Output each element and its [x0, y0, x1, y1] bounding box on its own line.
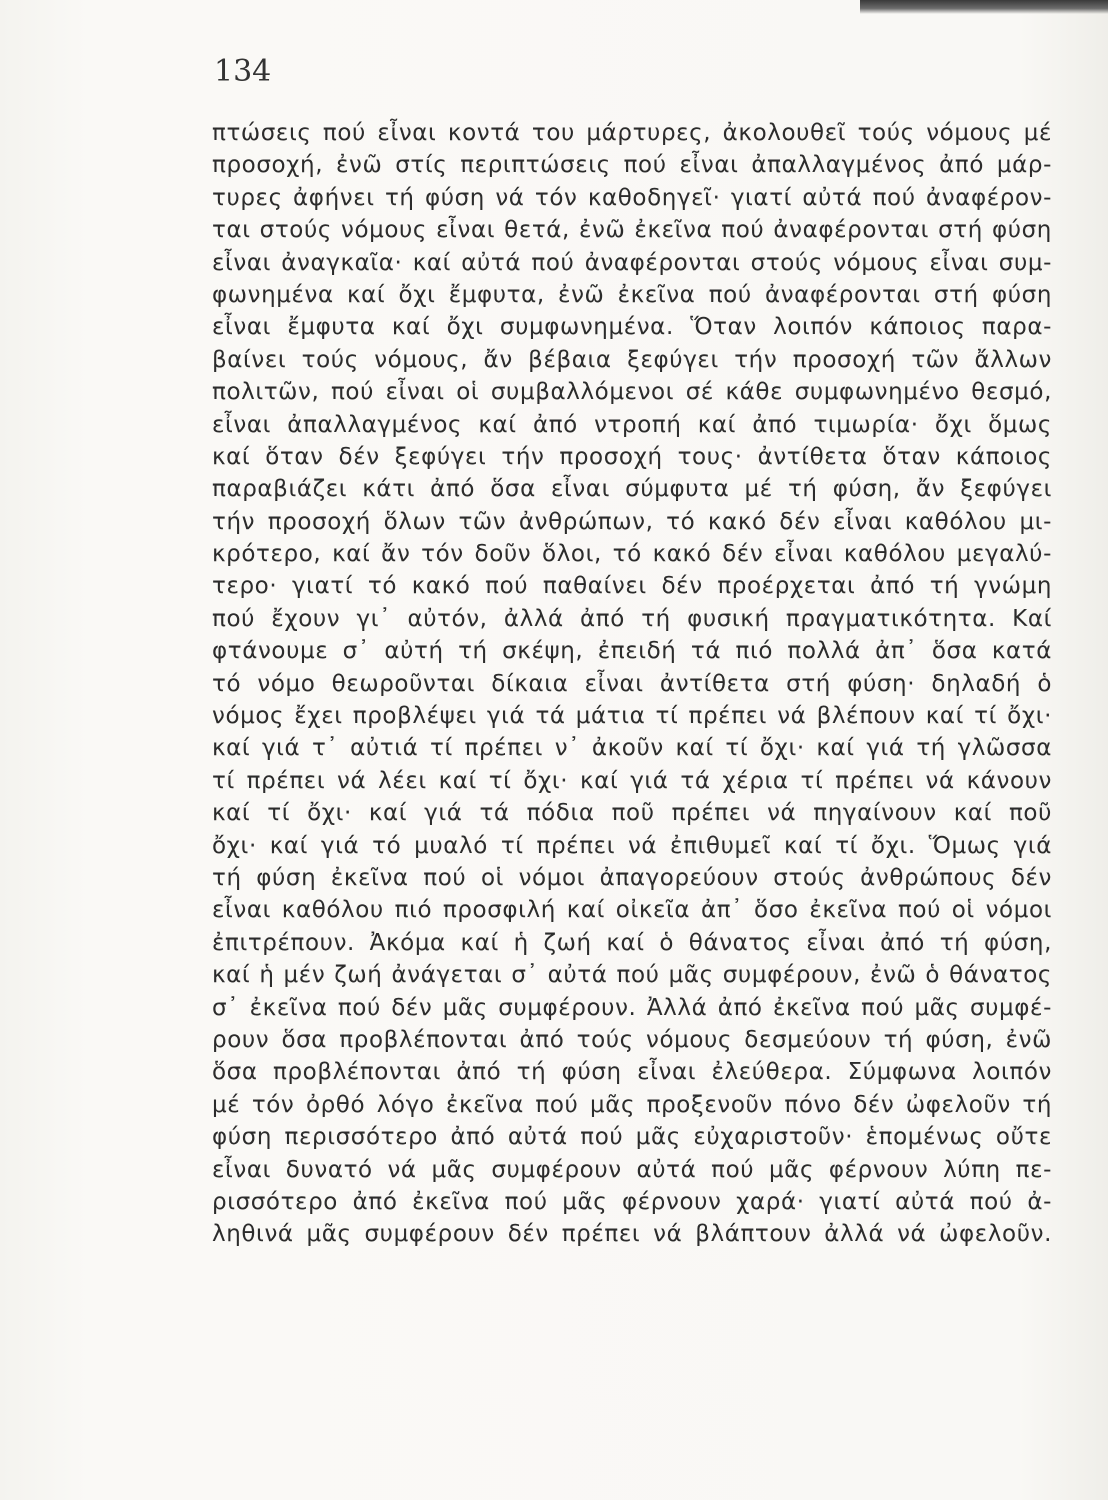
- text-line: παραβιάζει κάτι ἀπό ὅσα εἶναι σύμφυτα μέ τή φύση, ἄν ξεφύγει: [212, 476, 1052, 503]
- text-line: φύση περισσότερο ἀπό αὐτά πού μᾶς εὐχαριστοῦν· ἑπομένως οὔτε: [212, 1124, 1052, 1151]
- text-line: τήν προσοχή ὅλων τῶν ἀνθρώπων, τό κακό δέν εἶναι καθόλου μι-: [212, 508, 1052, 535]
- text-line: βαίνει τούς νόμους, ἄν βέβαια ξεφύγει τήν προσοχή τῶν ἄλλων: [212, 346, 1052, 373]
- text-line: καί ἡ μέν ζωή ἀνάγεται σ᾽ αὐτά πού μᾶς συμφέρουν, ἐνῶ ὁ θάνατος: [212, 962, 1052, 989]
- text-line: ἐπιτρέπουν. Ἀκόμα καί ἡ ζωή καί ὁ θάνατος εἶναι ἀπό τή φύση,: [212, 929, 1052, 956]
- text-line: εἶναι ἀπαλλαγμένος καί ἀπό ντροπή καί ἀπό τιμωρία· ὄχι ὅμως: [212, 411, 1052, 438]
- text-line: ὅσα προβλέπονται ἀπό τή φύση εἶναι ἐλεύθερα. Σύμφωνα λοιπόν: [212, 1059, 1052, 1086]
- text-line: μέ τόν ὀρθό λόγο ἐκεῖνα πού μᾶς προξενοῦν πόνο δέν ὠφελοῦν τή: [212, 1091, 1052, 1118]
- text-line: τυρες ἀφήνει τή φύση νά τόν καθοδηγεῖ· γιατί αὐτά πού ἀναφέρον-: [212, 184, 1052, 211]
- text-line: ρουν ὅσα προβλέπονται ἀπό τούς νόμους δεσμεύουν τή φύση, ἐνῶ: [212, 1026, 1052, 1053]
- text-line: φτάνουμε σ᾽ αὐτή τή σκέψη, ἐπειδή τά πιό πολλά ἀπ᾽ ὅσα κατά: [212, 638, 1052, 665]
- text-line: καί τί ὄχι· καί γιά τά πόδια ποῦ πρέπει νά πηγαίνουν καί ποῦ: [212, 800, 1052, 827]
- text-line: ρισσότερο ἀπό ἐκεῖνα πού μᾶς φέρνουν χαρά· γιατί αὐτά πού ἀ-: [212, 1188, 1052, 1215]
- text-line: φωνημένα καί ὄχι ἔμφυτα, ἐνῶ ἐκεῖνα πού ἀναφέρονται στή φύση: [212, 281, 1052, 308]
- text-line: πτώσεις πού εἶναι κοντά του μάρτυρες, ἀκολουθεῖ τούς νόμους μέ: [212, 120, 1052, 146]
- text-line-last: ληθινά μᾶς συμφέρουν δέν πρέπει νά βλάπτουν ἀλλά νά ὠφελοῦν.: [212, 1221, 1052, 1248]
- text-line: πολιτῶν, πού εἶναι οἱ συμβαλλόμενοι σέ κάθε συμφωνημένο θεσμό,: [212, 379, 1052, 406]
- text-line: τό νόμο θεωροῦνται δίκαια εἶναι ἀντίθετα στή φύση· δηλαδή ὁ: [212, 670, 1052, 697]
- text-line: καί ὅταν δέν ξεφύγει τήν προσοχή τους· ἀντίθετα ὅταν κάποιος: [212, 443, 1052, 470]
- text-line: πού ἔχουν γι᾽ αὐτόν, ἀλλά ἀπό τή φυσική πραγματικότητα. Καί: [212, 605, 1052, 632]
- text-line: εἶναι δυνατό νά μᾶς συμφέρουν αὐτά πού μᾶς φέρνουν λύπη πε-: [212, 1156, 1052, 1183]
- text-line: εἶναι ἀναγκαῖα· καί αὐτά πού ἀναφέρονται στούς νόμους εἶναι συμ-: [212, 249, 1052, 276]
- text-line: ὄχι· καί γιά τό μυαλό τί πρέπει νά ἐπιθυμεῖ καί τί ὄχι. Ὅμως γιά: [212, 832, 1052, 859]
- text-line: εἶναι καθόλου πιό προσφιλή καί οἰκεῖα ἀπ᾽ ὅσο ἐκεῖνα πού οἱ νόμοι: [212, 897, 1052, 924]
- scan-edge-shadow: [860, 0, 1108, 14]
- text-line: νόμος ἔχει προβλέψει γιά τά μάτια τί πρέπει νά βλέπουν καί τί ὄχι·: [212, 703, 1052, 730]
- text-line: τή φύση ἐκεῖνα πού οἱ νόμοι ἀπαγορεύουν στούς ἀνθρώπους δέν: [212, 864, 1052, 891]
- text-line: ται στούς νόμους εἶναι θετά, ἐνῶ ἐκεῖνα πού ἀναφέρονται στή φύση: [212, 217, 1052, 244]
- text-line: κρότερο, καί ἄν τόν δοῦν ὅλοι, τό κακό δέν εἶναι καθόλου μεγαλύ-: [212, 541, 1052, 568]
- text-line: τερο· γιατί τό κακό πού παθαίνει δέν προέρχεται ἀπό τή γνώμη: [212, 573, 1052, 600]
- text-line: καί γιά τ᾽ αὐτιά τί πρέπει ν᾽ ἀκοῦν καί τί ὄχι· καί γιά τή γλῶσσα: [212, 735, 1052, 762]
- body-text: [212, 117, 1052, 1251]
- text-line: προσοχή, ἐνῶ στίς περιπτώσεις πού εἶναι ἀπαλλαγμένος ἀπό μάρ-: [212, 152, 1052, 179]
- text-line: σ᾽ ἐκεῖνα πού δέν μᾶς συμφέρουν. Ἀλλά ἀπό ἐκεῖνα πού μᾶς συμφέ-: [212, 994, 1052, 1021]
- page-number: 134: [214, 54, 272, 89]
- text-line: τί πρέπει νά λέει καί τί ὄχι· καί γιά τά χέρια τί πρέπει νά κάνουν: [212, 767, 1052, 794]
- text-line: εἶναι ἔμφυτα καί ὄχι συμφωνημένα. Ὅταν λοιπόν κάποιος παρα-: [212, 314, 1052, 341]
